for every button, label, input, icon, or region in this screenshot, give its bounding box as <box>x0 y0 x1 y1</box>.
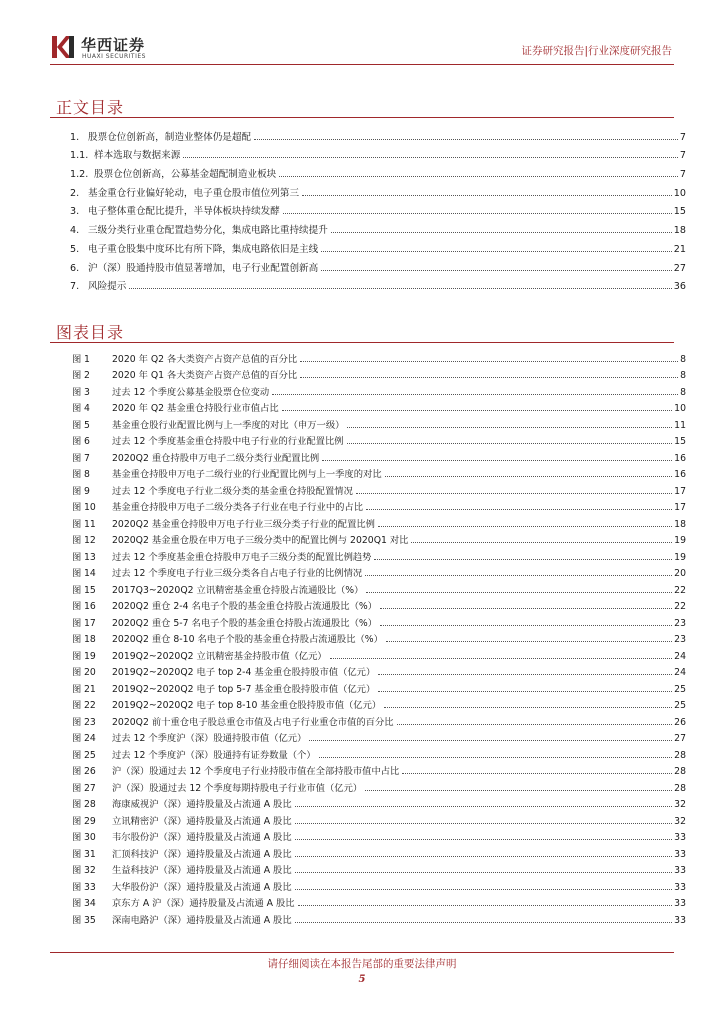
figure-entry-title: 沪（深）股通过去 12 个季度电子行业持股市值在全部持股市值中占比 <box>112 766 400 777</box>
figure-entry-number: 11 <box>84 518 96 530</box>
figure-entry-number: 24 <box>84 733 96 744</box>
figure-entry-page: 19 <box>674 551 686 563</box>
figure-entry-title: 2020Q2 重仓 8-10 名电子个股的基金重仓持股占流通股比（%） <box>112 634 383 645</box>
figure-entry-title: 立讯精密沪（深）通持股量及占流通 A 股比 <box>112 815 292 827</box>
figure-entry-number: 4 <box>84 403 90 414</box>
figure-entry[interactable] <box>72 761 686 778</box>
toc-entry-number: 5. <box>70 243 80 255</box>
toc-entry-title: 电子整体重仓配比提升，半导体板块持续发酵 <box>88 206 280 218</box>
figure-entry[interactable] <box>72 893 686 910</box>
logo-mark-icon <box>50 33 78 61</box>
figure-entry-title: 过去 12 个季度电子行业三级分类各自占电子行业的比例情况 <box>112 568 363 579</box>
figure-entry[interactable] <box>72 777 686 794</box>
figure-entry-number: 21 <box>84 683 96 695</box>
dot-leader <box>331 232 672 233</box>
figure-entry-page: 26 <box>674 716 686 728</box>
figure-entry-page: 19 <box>674 535 686 546</box>
figure-entry-number: 28 <box>84 799 96 810</box>
toc-entry-number: 1.2. <box>70 169 89 181</box>
figure-entry-number: 20 <box>84 667 96 678</box>
figure-entry-number: 1 <box>84 353 90 365</box>
figure-entry[interactable] <box>72 513 686 530</box>
figure-entry-page: 33 <box>674 898 686 909</box>
figure-entry-page: 17 <box>674 502 686 513</box>
figure-entry-label: 图 <box>72 353 82 365</box>
figure-entry-number: 17 <box>84 617 96 629</box>
toc-entry-page: 21 <box>673 243 686 255</box>
figure-entry-page: 28 <box>674 766 686 777</box>
toc-entry[interactable] <box>70 124 686 143</box>
figure-entry-label: 图 <box>72 799 82 810</box>
figure-entry-page: 23 <box>674 617 686 629</box>
figure-entry-title: 2019Q2~2020Q2 电子 top 5-7 基金重仓股持股市值（亿元） <box>112 683 376 695</box>
figure-entry-label: 图 <box>72 469 82 480</box>
toc-entry-title: 三级分类行业重仓配置趋势分化，集成电路比重持续提升 <box>88 225 328 237</box>
figure-entry-label: 图 <box>72 716 82 728</box>
toc-entry-title: 样本选取与数据来源 <box>94 150 181 162</box>
figure-entry-title: 过去 12 个季度沪（深）股通持股市值（亿元） <box>112 733 307 744</box>
figure-entry-title: 大华股份沪（深）通持股量及占流通 A 股比 <box>112 881 292 893</box>
dot-leader <box>378 691 672 692</box>
figure-entry-label: 图 <box>72 700 82 711</box>
figure-entry-page: 24 <box>674 667 686 678</box>
figure-entry-title: 基金重仓持股申万电子二级分类各子行业在电子行业中的占比 <box>112 502 364 513</box>
figure-entry-label: 图 <box>72 452 82 464</box>
figure-entry-label: 图 <box>72 419 82 431</box>
toc-entry-page: 27 <box>673 262 686 274</box>
figure-entry-title: 过去 12 个季度公募基金股票仓位变动 <box>112 386 270 398</box>
figure-entry-label: 图 <box>72 634 82 645</box>
figure-entry-title: 基金重仓股行业配置比例与上一季度的对比（申万一级） <box>112 419 345 431</box>
dot-leader <box>386 641 672 642</box>
figure-entry-number: 35 <box>84 914 96 926</box>
figure-entry[interactable] <box>72 860 686 877</box>
figure-entry-page: 33 <box>674 914 686 926</box>
figure-entry-label: 图 <box>72 881 82 893</box>
dot-leader <box>347 427 672 428</box>
figure-entry[interactable] <box>72 414 686 431</box>
figure-entry[interactable] <box>72 579 686 596</box>
header-divider <box>50 64 674 65</box>
dot-leader <box>295 839 673 840</box>
figure-entry-page: 33 <box>674 848 686 860</box>
figure-entry-number: 9 <box>84 485 90 497</box>
figure-entry[interactable] <box>72 909 686 926</box>
figure-entry-page: 28 <box>674 782 686 794</box>
toc-entry-page: 15 <box>673 206 686 218</box>
figure-entry-number: 29 <box>84 815 96 827</box>
figure-entry-number: 8 <box>84 469 90 480</box>
figure-entry-title: 2020Q2 重仓 5-7 名电子个股的基金重仓持股占流通股比（%） <box>112 617 378 629</box>
dot-leader <box>365 575 672 576</box>
dot-leader <box>282 410 673 411</box>
figure-entry[interactable] <box>72 348 686 365</box>
toc-entry-page: 7 <box>679 131 686 143</box>
dot-leader <box>365 790 672 791</box>
figure-entry-page: 33 <box>674 865 686 876</box>
dot-leader <box>183 157 678 158</box>
figure-entry-label: 图 <box>72 403 82 414</box>
dot-leader <box>397 724 673 725</box>
figure-entry-title: 海康威视沪（深）通持股量及占流通 A 股比 <box>112 799 292 810</box>
toc-entry-number: 1. <box>70 131 80 143</box>
dot-leader <box>295 922 673 923</box>
dot-leader <box>295 823 673 824</box>
dot-leader <box>300 377 678 378</box>
figure-entry-title: 过去 12 个季度基金重仓持股中电子行业的行业配置比例 <box>112 436 344 447</box>
figure-entry-title: 2020 年 Q1 各大类资产占资产总值的百分比 <box>112 370 298 381</box>
legal-notice: 请仔细阅读在本报告尾部的重要法律声明 <box>267 958 457 970</box>
dot-leader <box>321 251 672 252</box>
figure-entry-page: 25 <box>674 683 686 695</box>
figure-entry-number: 31 <box>84 848 96 860</box>
dot-leader <box>356 493 672 494</box>
figure-entry-label: 图 <box>72 485 82 497</box>
figure-entry-page: 16 <box>674 469 686 480</box>
dot-leader <box>295 872 673 873</box>
figure-entry-label: 图 <box>72 535 82 546</box>
figure-entry-title: 韦尔股份沪（深）通持股量及占流通 A 股比 <box>112 832 292 843</box>
figure-entry-page: 24 <box>674 650 686 662</box>
dot-leader <box>378 526 672 527</box>
figure-entry-label: 图 <box>72 667 82 678</box>
figure-entry-label: 图 <box>72 865 82 876</box>
figure-entry[interactable] <box>72 398 686 415</box>
figure-entry-label: 图 <box>72 733 82 744</box>
figure-entry-number: 23 <box>84 716 96 728</box>
figure-entry-number: 22 <box>84 700 96 711</box>
toc-entry-number: 3. <box>70 206 80 218</box>
figure-entry-number: 25 <box>84 749 96 761</box>
footer-divider <box>50 952 674 953</box>
figure-entry-number: 5 <box>84 419 90 431</box>
figure-entry-title: 2020Q2 重仓持股申万电子二级分类行业配置比例 <box>112 452 320 464</box>
toc-entry-page: 18 <box>673 225 686 237</box>
figure-entry-title: 2019Q2~2020Q2 电子 top 2-4 基金重仓股持股市值（亿元） <box>112 667 376 678</box>
toc-entry-title: 风险提示 <box>88 281 127 293</box>
dot-leader <box>347 443 673 444</box>
figure-entry[interactable] <box>72 365 686 382</box>
toc-entry-title: 电子重仓股集中度环比有所下降，集成电路依旧是主线 <box>88 243 319 255</box>
figure-entry[interactable] <box>72 629 686 646</box>
toc-entry-page: 7 <box>679 150 686 162</box>
figure-entry-label: 图 <box>72 832 82 843</box>
figure-entry-number: 19 <box>84 650 96 662</box>
toc-entry[interactable] <box>70 180 686 199</box>
figure-entry-page: 22 <box>674 601 686 612</box>
dot-leader <box>319 757 672 758</box>
toc-entry[interactable] <box>70 143 686 162</box>
figure-entry-page: 8 <box>680 353 686 365</box>
dot-leader <box>295 889 673 890</box>
dot-leader <box>402 773 672 774</box>
toc-entry[interactable] <box>70 161 686 180</box>
toc-entry-title: 股票仓位创新高，制造业整体仍是超配 <box>88 131 252 143</box>
figure-entry-page: 32 <box>674 815 686 827</box>
figure-entry-number: 14 <box>84 568 96 579</box>
figure-entry-title: 过去 12 个季度沪（深）股通持有证券数量（个） <box>112 749 316 761</box>
figure-entry-title: 沪（深）股通过去 12 个季度每期持股电子行业市值（亿元） <box>112 782 363 794</box>
dot-leader <box>380 608 672 609</box>
figure-entry-number: 16 <box>84 601 96 612</box>
figure-entry-label: 图 <box>72 436 82 447</box>
figure-entry[interactable] <box>72 497 686 514</box>
figure-entry-label: 图 <box>72 749 82 761</box>
figure-entry[interactable] <box>72 810 686 827</box>
figure-entry-title: 2020Q2 基金重仓持股申万电子行业三级分类子行业的配置比例 <box>112 518 375 530</box>
figure-entry-page: 15 <box>674 436 686 447</box>
toc-entry-title: 沪（深）股通持股市值显著增加，电子行业配置创新高 <box>88 262 319 274</box>
figure-entry-title: 基金重仓持股申万电子二级行业的行业配置比例与上一季度的对比 <box>112 469 382 480</box>
figure-entry-label: 图 <box>72 898 82 909</box>
toc-entry-number: 2. <box>70 187 80 199</box>
figure-entry-label: 图 <box>72 502 82 513</box>
figure-entry-page: 25 <box>674 700 686 711</box>
figure-entry-page: 22 <box>674 584 686 596</box>
list-of-figures <box>72 348 686 926</box>
figure-entry-label: 图 <box>72 584 82 596</box>
dot-leader <box>295 806 673 807</box>
figure-entry-title: 生益科技沪（深）通持股量及占流通 A 股比 <box>112 865 292 876</box>
figure-entry-number: 33 <box>84 881 96 893</box>
dot-leader <box>411 542 672 543</box>
figure-entry-number: 18 <box>84 634 96 645</box>
toc-entry-title: 基金重仓行业偏好轮动，电子重仓股市值位列第三 <box>88 187 300 199</box>
figure-entry-number: 2 <box>84 370 90 381</box>
figure-entry[interactable] <box>72 876 686 893</box>
figure-entry-page: 33 <box>674 881 686 893</box>
figure-entry-page: 11 <box>674 419 686 431</box>
figure-entry-label: 图 <box>72 370 82 381</box>
toc-entry-page: 7 <box>679 169 686 181</box>
figure-entry-label: 图 <box>72 518 82 530</box>
figure-entry-number: 6 <box>84 436 90 447</box>
figure-entry-title: 2020 年 Q2 基金重仓持股行业市值占比 <box>112 403 279 414</box>
figures-title: 图表目录 <box>56 323 125 342</box>
figure-entry[interactable] <box>72 827 686 844</box>
figure-entry-title: 2019Q2~2020Q2 电子 top 8-10 基金重仓股持股市值（亿元） <box>112 700 382 711</box>
figure-entry-label: 图 <box>72 815 82 827</box>
dot-leader <box>366 592 672 593</box>
report-type: 证券研究报告|行业深度研究报告 <box>521 45 672 57</box>
figure-entry-label: 图 <box>72 551 82 563</box>
table-of-contents <box>70 124 686 292</box>
figure-entry[interactable] <box>72 612 686 629</box>
toc-entry-number: 7. <box>70 281 80 293</box>
figure-entry-title: 京东方 A 沪（深）通持股量及占流通 A 股比 <box>112 898 295 909</box>
figure-entry-page: 8 <box>680 370 686 381</box>
toc-entry[interactable] <box>70 217 686 236</box>
page-number: 5 <box>358 974 366 985</box>
figure-entry-label: 图 <box>72 568 82 579</box>
figure-entry-page: 27 <box>674 733 686 744</box>
figure-entry-number: 13 <box>84 551 96 563</box>
figure-entry-title: 2020Q2 前十重仓电子股总重仓市值及占电子行业重仓市值的百分比 <box>112 716 394 728</box>
figure-entry[interactable] <box>72 480 686 497</box>
figure-entry[interactable] <box>72 447 686 464</box>
figure-entry[interactable] <box>72 695 686 712</box>
dot-leader <box>298 905 673 906</box>
figure-entry-page: 28 <box>674 749 686 761</box>
figure-entry-number: 30 <box>84 832 96 843</box>
dot-leader <box>330 658 672 659</box>
dot-leader <box>283 213 672 214</box>
toc-entry-number: 6. <box>70 262 80 274</box>
contents-title-rule <box>50 117 674 118</box>
figure-entry-number: 10 <box>84 502 96 513</box>
toc-entry-page: 36 <box>673 281 686 293</box>
figure-entry-page: 16 <box>674 452 686 464</box>
logo-text-en: HUAXI SECURITIES <box>82 53 146 60</box>
figure-entry-label: 图 <box>72 782 82 794</box>
figure-entry[interactable] <box>72 381 686 398</box>
figure-entry[interactable] <box>72 530 686 547</box>
toc-entry[interactable] <box>70 236 686 255</box>
figure-entry-page: 8 <box>680 386 686 398</box>
dot-leader <box>302 195 672 196</box>
figures-title-rule <box>50 342 674 343</box>
figure-entry-number: 27 <box>84 782 96 794</box>
figure-entry-number: 34 <box>84 898 96 909</box>
figure-entry-title: 2020 年 Q2 各大类资产占资产总值的百分比 <box>112 353 298 365</box>
figure-entry-label: 图 <box>72 914 82 926</box>
dot-leader <box>366 509 672 510</box>
figure-entry-number: 7 <box>84 452 90 464</box>
figure-entry[interactable] <box>72 662 686 679</box>
toc-entry-title: 股票仓位创新高，公募基金超配制造业板块 <box>94 169 277 181</box>
figure-entry-label: 图 <box>72 386 82 398</box>
figure-entry-title: 2020Q2 重仓 2-4 名电子个股的基金重仓持股占流通股比（%） <box>112 601 378 612</box>
dot-leader <box>129 288 671 289</box>
logo-text-cn: 华西证券 <box>81 36 146 54</box>
dot-leader <box>378 674 672 675</box>
figure-entry-label: 图 <box>72 617 82 629</box>
toc-entry-number: 4. <box>70 225 80 237</box>
figure-entry[interactable] <box>72 645 686 662</box>
figure-entry-label: 图 <box>72 650 82 662</box>
figure-entry-title: 过去 12 个季度基金重仓持股申万电子三级分类的配置比例趋势 <box>112 551 372 563</box>
dot-leader <box>295 856 673 857</box>
dot-leader <box>380 625 672 626</box>
dot-leader <box>385 476 673 477</box>
figure-entry[interactable] <box>72 711 686 728</box>
figure-entry[interactable] <box>72 563 686 580</box>
figure-entry-title: 2020Q2 基金重仓股在申万电子三级分类中的配置比例与 2020Q1 对比 <box>112 535 409 546</box>
figure-entry-label: 图 <box>72 683 82 695</box>
dot-leader <box>300 361 678 362</box>
figure-entry-title: 2019Q2~2020Q2 立讯精密基金持股市值（亿元） <box>112 650 327 662</box>
toc-entry-number: 1.1. <box>70 150 89 162</box>
figure-entry-label: 图 <box>72 601 82 612</box>
figure-entry-label: 图 <box>72 766 82 777</box>
figure-entry[interactable] <box>72 744 686 761</box>
figure-entry-page: 17 <box>674 485 686 497</box>
figure-entry-page: 33 <box>674 832 686 843</box>
figure-entry[interactable] <box>72 464 686 481</box>
toc-entry[interactable] <box>70 255 686 274</box>
figure-entry-label: 图 <box>72 848 82 860</box>
figure-entry[interactable] <box>72 728 686 745</box>
figure-entry-title: 深南电路沪（深）通持股量及占流通 A 股比 <box>112 914 292 926</box>
figure-entry-number: 12 <box>84 535 96 546</box>
figure-entry[interactable] <box>72 843 686 860</box>
contents-title: 正文目录 <box>56 98 125 117</box>
dot-leader <box>321 270 672 271</box>
figure-entry-number: 15 <box>84 584 96 596</box>
figure-entry-number: 3 <box>84 386 90 398</box>
dot-leader <box>254 139 678 140</box>
figure-entry[interactable] <box>72 431 686 448</box>
figure-entry-page: 18 <box>674 518 686 530</box>
figure-entry-title: 2017Q3~2020Q2 立讯精密基金重仓持股占流通股比（%） <box>112 584 364 596</box>
dot-leader <box>272 394 678 395</box>
company-logo <box>50 33 160 63</box>
figure-entry-title: 汇顶科技沪（深）通持股量及占流通 A 股比 <box>112 848 292 860</box>
figure-entry[interactable] <box>72 794 686 811</box>
figure-entry-page: 20 <box>674 568 686 579</box>
figure-entry[interactable] <box>72 596 686 613</box>
toc-entry[interactable] <box>70 199 686 218</box>
page-header <box>0 0 724 70</box>
figure-entry[interactable] <box>72 546 686 563</box>
figure-entry-page: 10 <box>674 403 686 414</box>
figure-entry-title: 过去 12 个季度电子行业二级分类的基金重仓持股配置情况 <box>112 485 353 497</box>
figure-entry-number: 26 <box>84 766 96 777</box>
dot-leader <box>322 460 672 461</box>
figure-entry-page: 32 <box>674 799 686 810</box>
toc-entry[interactable] <box>70 274 686 293</box>
figure-entry-page: 23 <box>674 634 686 645</box>
dot-leader <box>374 559 672 560</box>
dot-leader <box>309 740 672 741</box>
dot-leader <box>384 707 672 708</box>
toc-entry-page: 10 <box>673 187 686 199</box>
figure-entry-number: 32 <box>84 865 96 876</box>
dot-leader <box>279 176 678 177</box>
figure-entry[interactable] <box>72 678 686 695</box>
